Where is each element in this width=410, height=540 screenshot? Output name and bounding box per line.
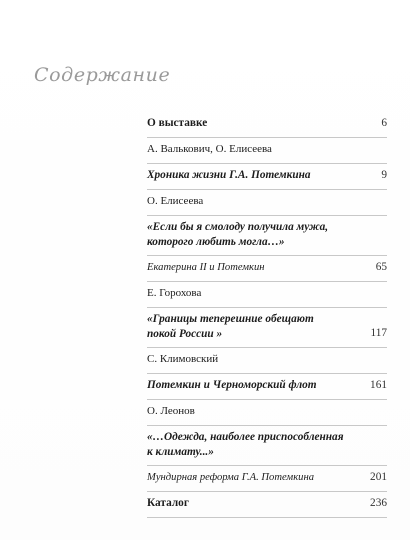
toc-entry [147,282,387,308]
toc-page-number: 201 [370,471,387,483]
toc-entry [147,256,387,282]
toc-title-line2: к климату...» [147,446,214,458]
toc-entry [147,138,387,164]
toc-subtitle: Екатерина II и Потемкин [147,262,265,273]
toc-page-number: 236 [370,497,387,509]
toc-page-number: 65 [375,261,387,273]
toc-entry [147,112,387,138]
toc-entry [147,164,387,190]
toc-title-line2: которого любить могла…» [147,236,285,248]
toc-author: О. Елисеева [147,195,204,207]
toc-page-number: 117 [370,327,387,339]
toc-title: Потемкин и Черноморский флот [147,379,317,391]
toc-page-number: 6 [381,117,387,129]
toc-entry [147,466,387,492]
toc-author: Е. Горохова [147,287,202,299]
toc-title-line1: «…Одежда, наиболее приспособленная [147,431,344,443]
toc-title-line1: «Если бы я смолоду получила мужа, [147,221,329,233]
toc-entry [147,308,387,348]
toc-entry [147,190,387,216]
toc-entry [147,216,387,256]
toc-title-line1: «Границы теперешние обещают [147,313,314,325]
toc-entry [147,492,387,518]
toc-author: С. Климовский [147,353,219,365]
toc-entry [147,348,387,374]
toc-subtitle: Мундирная реформа Г.А. Потемкина [147,472,314,483]
table-of-contents [147,112,387,518]
toc-author: О. Леонов [147,405,195,417]
toc-entry [147,400,387,426]
contents-heading: Содержание [34,64,171,86]
toc-page-number: 9 [381,169,387,181]
toc-author: А. Валькович, О. Елисеева [147,143,272,155]
toc-title: Каталог [147,497,189,509]
toc-page-number: 161 [370,379,387,391]
toc-entry [147,374,387,400]
toc-title: О выставке [147,117,208,129]
toc-title-line2: покой России » [147,328,223,340]
toc-title: Хроника жизни Г.А. Потемкина [147,169,311,181]
toc-entry [147,426,387,466]
